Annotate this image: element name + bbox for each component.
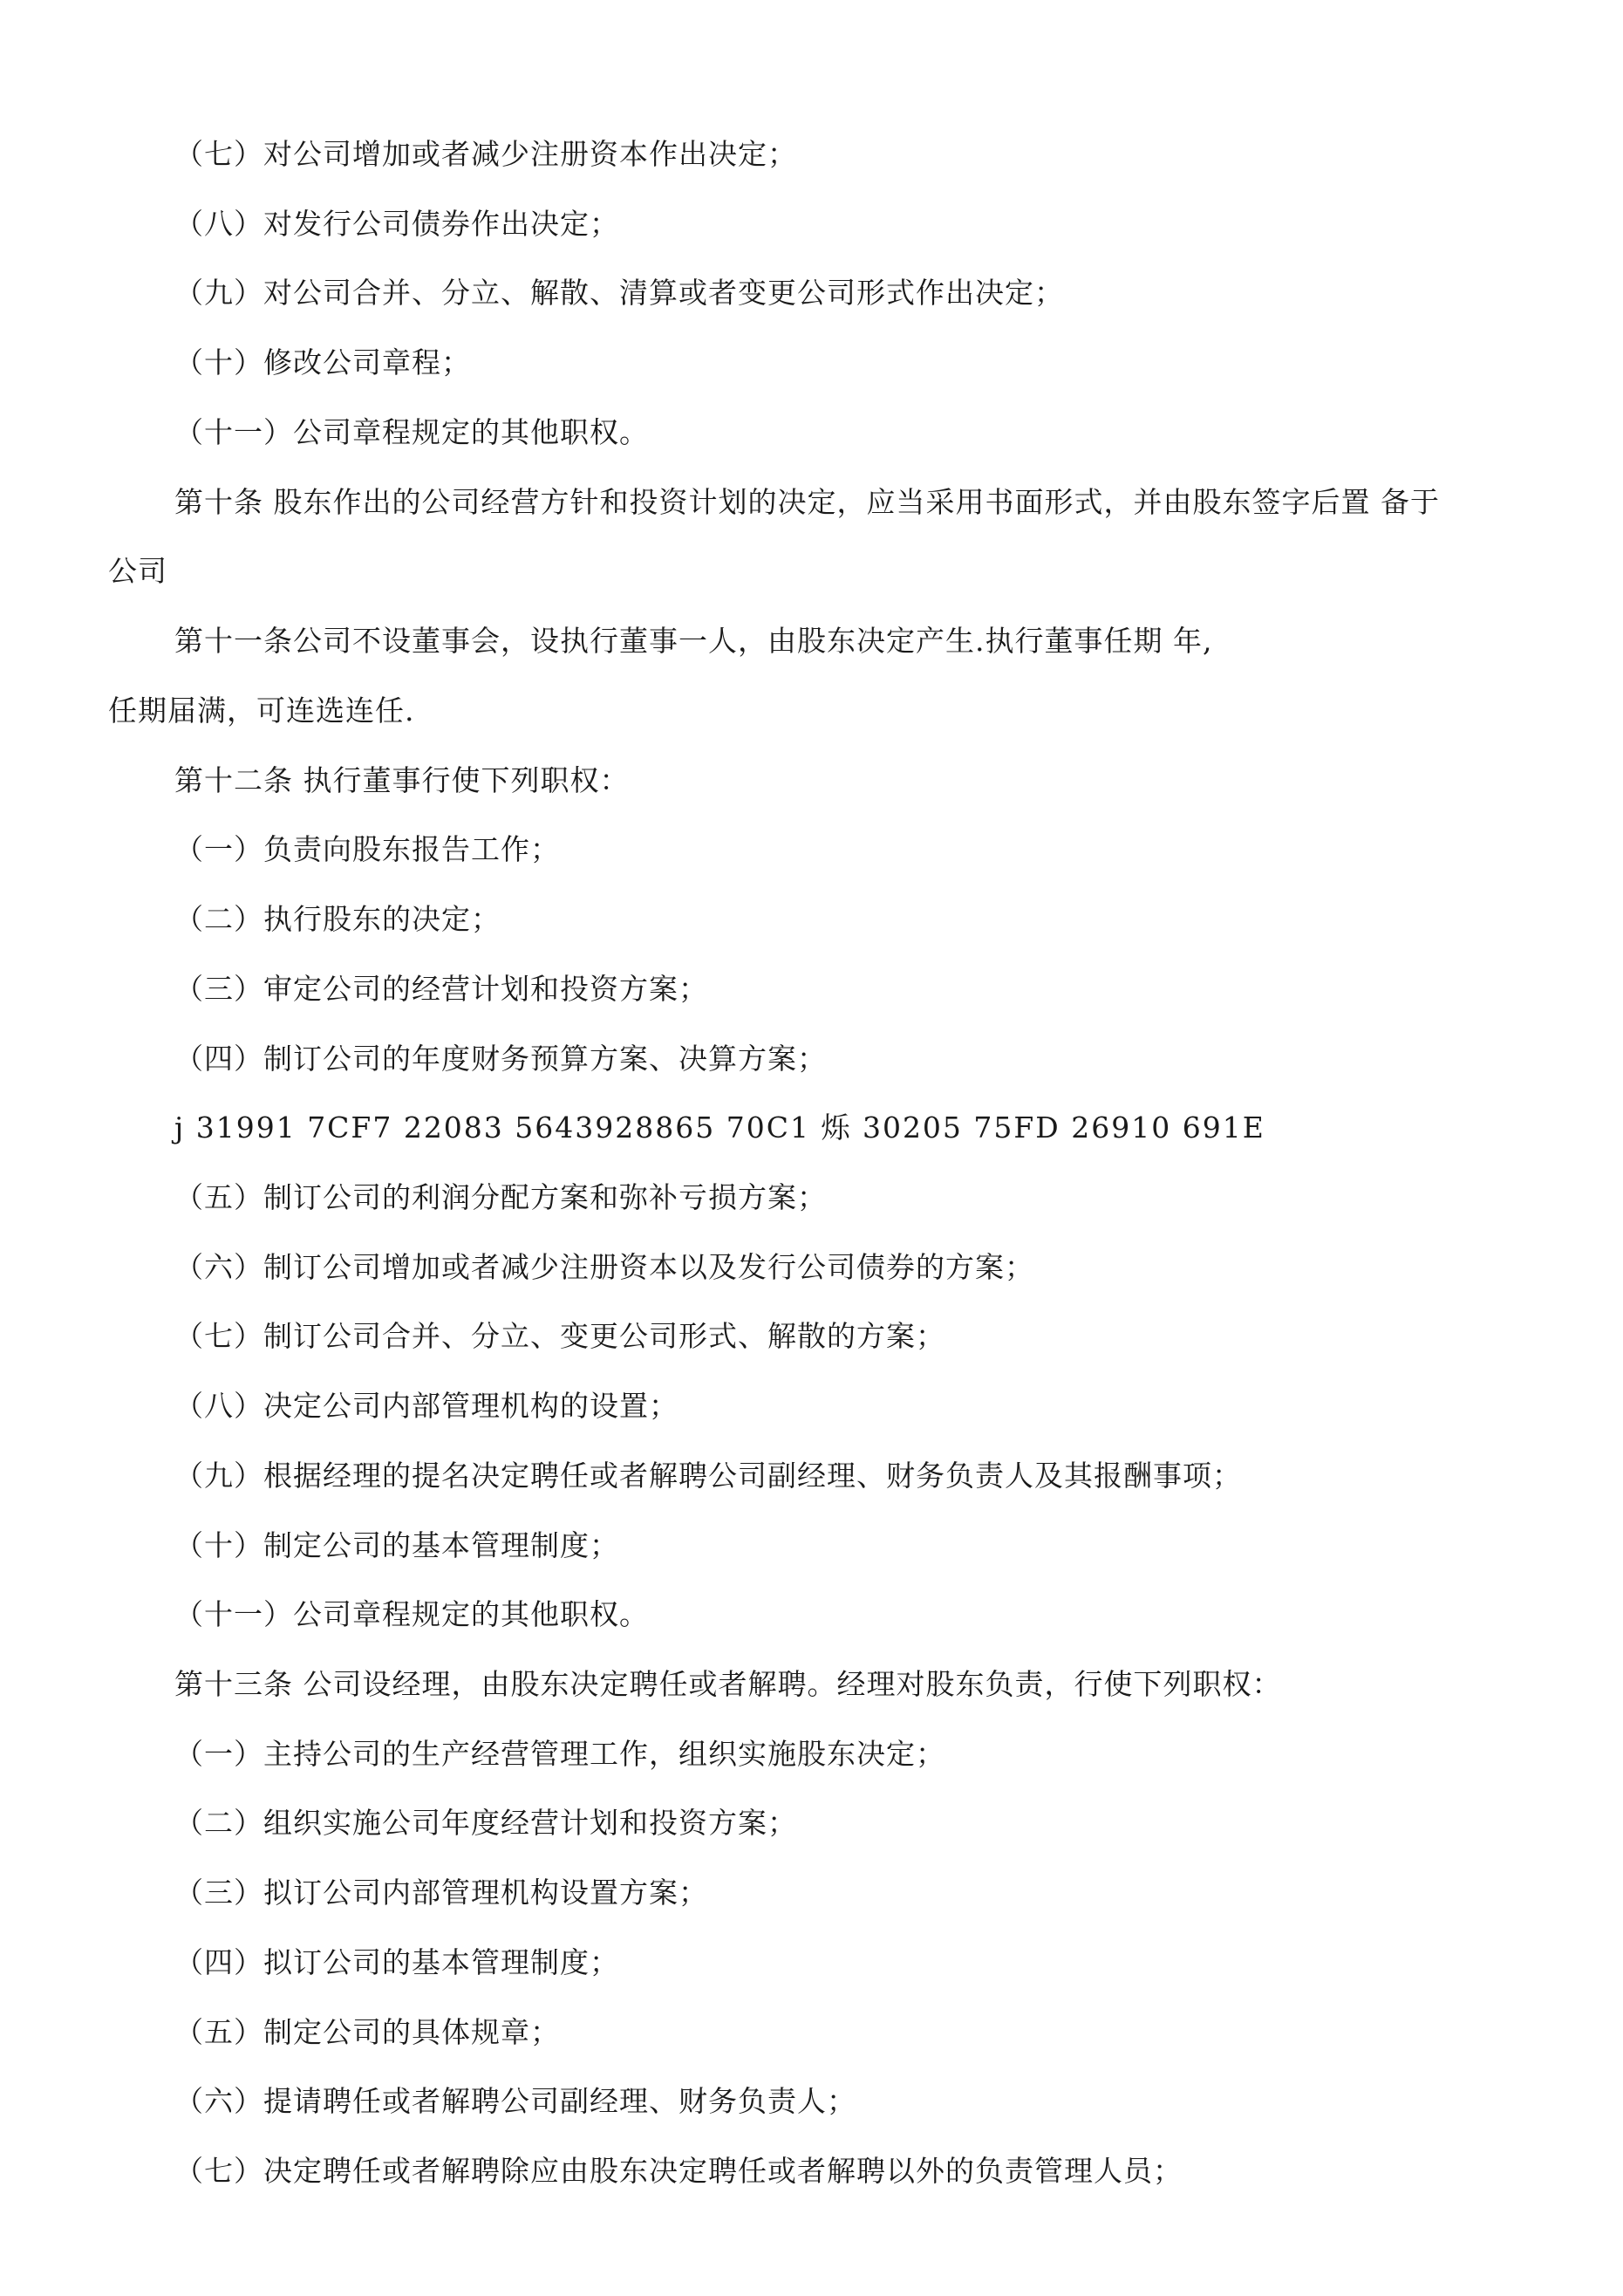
article-13-item-6: （六）提请聘任或者解聘公司副经理、财务负责人； — [174, 2084, 856, 2118]
clause-item-10: （十）修改公司章程； — [174, 345, 471, 379]
article-12-item-9: （九）根据经理的提名决定聘任或者解聘公司副经理、财务负责人及其报酬事项； — [174, 1459, 1242, 1493]
article-13-item-5: （五）制定公司的具体规章； — [174, 2015, 560, 2049]
article-11-heading: 第十一条公司不设董事会，设执行董事一人，由股东决定产生.执行董事任期 年, — [174, 624, 1213, 658]
article-12-heading: 第十二条 执行董事行使下列职权： — [174, 763, 630, 797]
article-12-item-7: （七）制订公司合并、分立、变更公司形式、解散的方案； — [174, 1319, 945, 1353]
clause-item-7: （七）对公司增加或者减少注册资本作出决定； — [174, 137, 797, 171]
article-12-item-3: （三）审定公司的经营计划和投资方案； — [174, 972, 708, 1006]
article-13-heading: 第十三条 公司设经理，由股东决定聘任或者解聘。经理对股东负责，行使下列职权： — [174, 1667, 1282, 1701]
clause-item-9: （九）对公司合并、分立、解散、清算或者变更公司形式作出决定； — [174, 276, 1064, 310]
article-12-item-2: （二）执行股东的决定； — [174, 902, 501, 936]
article-13-item-2: （二）组织实施公司年度经营计划和投资方案； — [174, 1806, 797, 1840]
article-12-item-8: （八）决定公司内部管理机构的设置； — [174, 1389, 679, 1423]
article-13-item-3: （三）拟订公司内部管理机构设置方案； — [174, 1876, 708, 1910]
article-12-item-4: （四）制订公司的年度财务预算方案、决算方案； — [174, 1042, 827, 1076]
clause-item-11: （十一）公司章程规定的其他职权。 — [174, 415, 649, 449]
clause-item-8: （八）对发行公司债券作出决定； — [174, 207, 619, 241]
article-12-item-5: （五）制订公司的利润分配方案和弥补亏损方案； — [174, 1180, 827, 1214]
garbled-code-line: j 31991 7CF7 22083 5643928865 70C1 烁 30205 75FD 26910 691E — [174, 1110, 1265, 1145]
article-13-item-4: （四）拟订公司的基本管理制度； — [174, 1945, 619, 1979]
article-10-heading: 第十条 股东作出的公司经营方针和投资计划的决定，应当采用书面形式，并由股东签字后置 备于 — [174, 485, 1440, 519]
article-12-item-6: （六）制订公司增加或者减少注册资本以及发行公司债券的方案； — [174, 1250, 1034, 1284]
article-11-continuation: 任期届满，可连选连任. — [108, 694, 415, 728]
article-13-item-1: （一）主持公司的生产经营管理工作，组织实施股东决定； — [174, 1737, 945, 1771]
article-10-continuation: 公司 — [108, 554, 167, 588]
article-12-item-11: （十一）公司章程规定的其他职权。 — [174, 1597, 649, 1631]
article-13-item-7: （七）决定聘任或者解聘除应由股东决定聘任或者解聘以外的负责管理人员； — [174, 2154, 1183, 2188]
article-12-item-1: （一）负责向股东报告工作； — [174, 832, 560, 866]
article-12-item-10: （十）制定公司的基本管理制度； — [174, 1528, 619, 1562]
